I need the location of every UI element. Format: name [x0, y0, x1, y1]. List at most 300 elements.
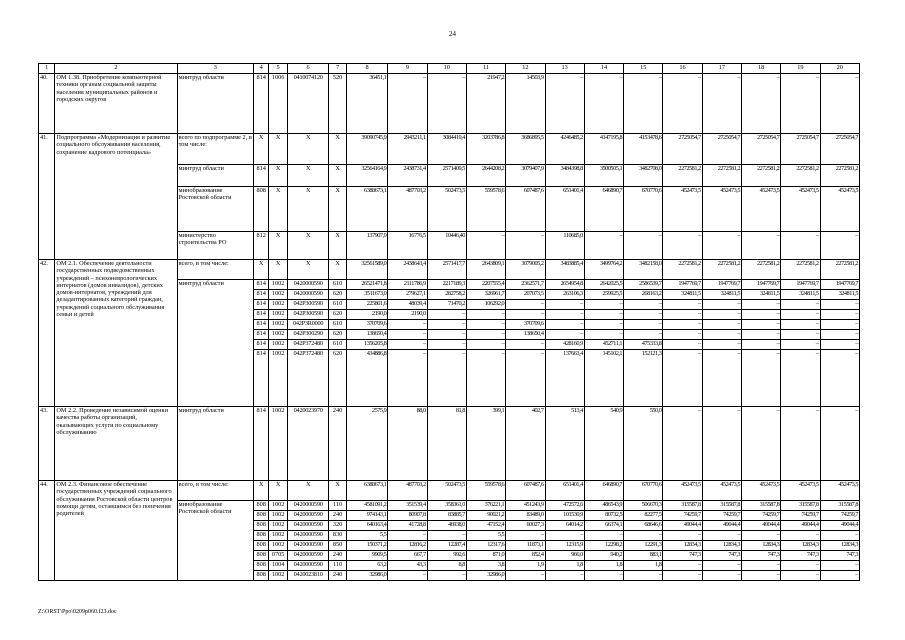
ministry-code: X — [254, 481, 269, 501]
year-value: 452711,1 — [584, 340, 623, 350]
year-value: – — [781, 407, 820, 481]
year-value: – — [427, 350, 466, 407]
target-code: 042P3R0000 — [287, 320, 328, 330]
expense-code: X — [329, 232, 346, 260]
year-value: – — [663, 330, 702, 340]
year-value: – — [545, 310, 584, 320]
year-value: 81,8 — [427, 407, 466, 481]
year-value: 1947769,7 — [663, 280, 702, 290]
year-value: – — [427, 74, 466, 134]
year-value: 101530,9 — [545, 511, 584, 521]
year-value: 2272581,2 — [781, 165, 820, 187]
year-value: 1947769,7 — [781, 280, 820, 290]
year-value: 2217189,3 — [427, 280, 466, 290]
year-value: 452473,5 — [702, 187, 741, 232]
year-value: 487703,2 — [388, 481, 427, 501]
expense-code: X — [329, 165, 346, 187]
ministry-code: 814 — [254, 320, 269, 330]
total-value: 6388673,1 — [346, 481, 387, 501]
ministry-code: 814 — [254, 74, 269, 134]
year-value: 667,7 — [388, 551, 427, 561]
total-value: 63,2 — [346, 561, 387, 571]
year-value: – — [584, 571, 623, 581]
year-value: – — [545, 330, 584, 340]
row-number: 43. — [39, 407, 55, 481]
year-value: 138650,4 — [506, 330, 545, 340]
year-value: 472572,6 — [545, 501, 584, 511]
year-value: – — [545, 74, 584, 134]
ministry-code: 808 — [254, 521, 269, 531]
col-header: 2 — [55, 64, 177, 74]
total-value: 137907,9 — [346, 232, 387, 260]
section-code: 1002 — [269, 531, 288, 541]
year-value: 2586539,7 — [624, 280, 663, 290]
year-value: 106292,0 — [466, 300, 505, 310]
year-value: 4153478,6 — [624, 134, 663, 165]
year-value: – — [427, 571, 466, 581]
year-value: 1,8 — [624, 561, 663, 571]
expense-code: 320 — [329, 521, 346, 531]
section-code: 1002 — [269, 320, 288, 330]
year-value: – — [506, 300, 545, 310]
expense-code: 850 — [329, 541, 346, 551]
ministry-code: X — [254, 134, 269, 165]
year-value: 268163,2 — [624, 290, 663, 300]
year-value: – — [663, 531, 702, 541]
year-value: – — [702, 571, 741, 581]
total-value: 6388673,1 — [346, 187, 387, 232]
year-value: 2438643,4 — [388, 260, 427, 280]
year-value: 21947,2 — [466, 74, 505, 134]
target-code: 0420023970 — [287, 407, 328, 481]
year-value: 487703,2 — [388, 187, 427, 232]
year-value: 3484398,8 — [545, 165, 584, 187]
year-value: 12834,3 — [820, 541, 859, 551]
year-value: 2725054,7 — [741, 134, 780, 165]
year-value: 49044,4 — [663, 521, 702, 531]
target-code: 042P372480 — [287, 350, 328, 407]
total-value: 138650,4 — [346, 330, 387, 340]
expense-code: 240 — [329, 551, 346, 561]
year-value: 502473,5 — [427, 187, 466, 232]
year-value: – — [427, 320, 466, 330]
year-value: – — [388, 350, 427, 407]
year-value: 376221,1 — [466, 501, 505, 511]
year-value: 12315,9 — [545, 541, 584, 551]
year-value: 670770,6 — [624, 481, 663, 501]
year-value: 502473,5 — [427, 481, 466, 501]
year-value: – — [702, 340, 741, 350]
section-code: 1002 — [269, 330, 288, 340]
year-value: – — [820, 561, 859, 571]
section-code: 1002 — [269, 300, 288, 310]
section-code: X — [269, 481, 288, 501]
year-value: – — [466, 330, 505, 340]
year-value: – — [741, 340, 780, 350]
year-value: – — [702, 232, 741, 260]
year-value: – — [663, 74, 702, 134]
year-value: 315587,8 — [741, 501, 780, 511]
year-value: 12834,3 — [781, 541, 820, 551]
year-value: 1,9 — [506, 561, 545, 571]
year-value: – — [466, 310, 505, 320]
year-value: 1,8 — [545, 561, 584, 571]
year-value: – — [781, 74, 820, 134]
year-value: 2272581,2 — [741, 165, 780, 187]
section-code: X — [269, 134, 288, 165]
year-value: – — [702, 310, 741, 320]
year-value: – — [663, 407, 702, 481]
expense-code: X — [329, 134, 346, 165]
year-value: 48039,4 — [388, 300, 427, 310]
executor: министерство строительства РО — [177, 232, 253, 260]
year-value: 402,7 — [506, 407, 545, 481]
year-value: 559578,6 — [466, 481, 505, 501]
year-value: – — [820, 407, 859, 481]
year-value: 646890,7 — [584, 187, 623, 232]
expense-code: 620 — [329, 330, 346, 340]
table-row — [39, 407, 860, 481]
year-value: – — [624, 320, 663, 330]
year-value: 74259,7 — [702, 511, 741, 521]
year-value: 49044,4 — [702, 521, 741, 531]
col-header: 4 — [254, 64, 269, 74]
year-value: 71470,2 — [427, 300, 466, 310]
year-value: 747,3 — [741, 551, 780, 561]
year-value: – — [663, 571, 702, 581]
section-code: X — [269, 232, 288, 260]
year-value: 14503,9 — [506, 74, 545, 134]
year-value: – — [466, 232, 505, 260]
year-value: 47152,4 — [466, 521, 505, 531]
year-value: 263106,3 — [545, 290, 584, 300]
year-value: – — [624, 310, 663, 320]
year-value: 966,0 — [545, 551, 584, 561]
year-value: – — [820, 74, 859, 134]
year-value: 2207555,4 — [466, 280, 505, 290]
section-code: 0705 — [269, 551, 288, 561]
year-value: 940,2 — [584, 551, 623, 561]
year-value: 4147195,8 — [584, 134, 623, 165]
target-code: 0420000590 — [287, 561, 328, 571]
year-value: 428160,9 — [545, 340, 584, 350]
year-value: 74259,7 — [820, 511, 859, 521]
year-value: 12298,2 — [584, 541, 623, 551]
year-value: – — [820, 531, 859, 541]
year-value: 646890,7 — [584, 481, 623, 501]
budget-table — [38, 63, 860, 581]
year-value: 452473,5 — [702, 481, 741, 501]
section-code: 1002 — [269, 310, 288, 320]
year-value: – — [584, 531, 623, 541]
col-header: 12 — [506, 64, 545, 74]
year-value: 12834,3 — [663, 541, 702, 551]
year-value: 358361,0 — [427, 501, 466, 511]
year-value: 559578,6 — [466, 187, 505, 232]
year-value: 1,8 — [584, 561, 623, 571]
expense-code: 110 — [329, 561, 346, 571]
year-value: – — [545, 531, 584, 541]
year-value: 2644208,2 — [466, 165, 505, 187]
year-value: 90021,2 — [466, 511, 505, 521]
year-value: 315587,8 — [781, 501, 820, 511]
year-value: 324811,5 — [702, 290, 741, 300]
year-value: 12816,2 — [388, 541, 427, 551]
year-value: – — [663, 300, 702, 310]
year-value: 66374,1 — [584, 521, 623, 531]
year-value: – — [741, 350, 780, 407]
col-header: 14 — [584, 64, 623, 74]
expense-code: 110 — [329, 501, 346, 511]
ministry-code: 814 — [254, 300, 269, 310]
year-value: 452473,5 — [781, 187, 820, 232]
target-code: X — [287, 481, 328, 501]
year-value: – — [781, 561, 820, 571]
year-value: 324811,5 — [820, 290, 859, 300]
target-code: X — [287, 260, 328, 280]
file-path-footer: Z:\ORST\Ppo\0209p060.f23.doc — [38, 609, 117, 615]
col-header: 17 — [702, 64, 741, 74]
total-value: 2575,9 — [346, 407, 387, 481]
executor: всего по подпрограмме 2, в том числе: — [177, 134, 253, 165]
year-value: 992,6 — [427, 551, 466, 561]
year-value: 60027,3 — [506, 521, 545, 531]
col-header: 19 — [781, 64, 820, 74]
year-value: 351539,4 — [388, 501, 427, 511]
target-code: 0420000590 — [287, 501, 328, 511]
year-value: 3079005,2 — [506, 260, 545, 280]
section-code: 1002 — [269, 350, 288, 407]
year-value: – — [741, 232, 780, 260]
year-value: 1947769,7 — [820, 280, 859, 290]
ministry-code: 814 — [254, 290, 269, 300]
year-value: 452473,5 — [663, 187, 702, 232]
year-value: 3482158,0 — [624, 260, 663, 280]
total-value: 36451,1 — [346, 74, 387, 134]
year-value: 11873,1 — [506, 541, 545, 551]
year-value: 2642025,5 — [584, 280, 623, 290]
ministry-code: 812 — [254, 232, 269, 260]
total-value: 39090745,9 — [346, 134, 387, 165]
table-row — [39, 260, 860, 280]
year-value: – — [663, 232, 702, 260]
year-value: 88,0 — [388, 407, 427, 481]
year-value: 10446,40 — [427, 232, 466, 260]
executor: минтруд области — [177, 407, 253, 481]
year-value: 2272581,2 — [663, 260, 702, 280]
year-value: – — [741, 330, 780, 340]
section-code: 1006 — [269, 74, 288, 134]
year-value: – — [781, 340, 820, 350]
year-value: – — [624, 330, 663, 340]
year-value: – — [427, 531, 466, 541]
year-value: – — [663, 310, 702, 320]
ministry-code: 814 — [254, 165, 269, 187]
year-value: – — [781, 310, 820, 320]
year-value: 12834,3 — [741, 541, 780, 551]
year-value: 3,8 — [466, 561, 505, 571]
year-value: 152121,3 — [624, 350, 663, 407]
executor: минтруд области — [177, 74, 253, 134]
target-code: 042P300590 — [287, 300, 328, 310]
year-value: 370709,6 — [506, 320, 545, 330]
year-value: 2272581,2 — [663, 165, 702, 187]
year-value: – — [584, 330, 623, 340]
year-value: – — [506, 340, 545, 350]
year-value: 3482708,0 — [624, 165, 663, 187]
section-code: 1002 — [269, 407, 288, 481]
ministry-code: 808 — [254, 187, 269, 232]
executor: всего, в том числе: — [177, 260, 253, 280]
year-value: 74259,7 — [663, 511, 702, 521]
ministry-code: 814 — [254, 310, 269, 320]
year-value: – — [702, 531, 741, 541]
year-value: – — [741, 561, 780, 571]
year-value: 486543,9 — [584, 501, 623, 511]
target-code: 0410074120 — [287, 74, 328, 134]
year-value: 3499764,2 — [584, 260, 623, 280]
year-value: 49044,4 — [820, 521, 859, 531]
expense-code: 240 — [329, 571, 346, 581]
measure-name: ОМ 2.2. Проведение независимой оценки качества работы организаций, оказывающих услуги по социальному обслуживанию — [55, 407, 177, 481]
table-row — [39, 74, 860, 134]
col-header: 6 — [287, 64, 328, 74]
row-number: 42. — [39, 260, 55, 407]
year-value: 145102,1 — [584, 350, 623, 407]
year-value: – — [702, 350, 741, 407]
year-value: 41728,8 — [388, 521, 427, 531]
ministry-code: 814 — [254, 330, 269, 340]
header-row — [39, 64, 860, 74]
col-header: 8 — [346, 64, 387, 74]
year-value: – — [820, 350, 859, 407]
year-value: 82277,5 — [624, 511, 663, 521]
expense-code: 520 — [329, 74, 346, 134]
target-code: 042P300590 — [287, 310, 328, 320]
section-code: 1002 — [269, 340, 288, 350]
year-value: 3203786,8 — [466, 134, 505, 165]
year-value: 12291,3 — [624, 541, 663, 551]
total-value: 3511673,0 — [346, 290, 387, 300]
year-value: 259925,5 — [584, 290, 623, 300]
table-row — [39, 134, 860, 165]
year-value: 16776,5 — [388, 232, 427, 260]
ministry-code: 808 — [254, 511, 269, 521]
year-value: – — [466, 350, 505, 407]
ministry-code: 808 — [254, 501, 269, 511]
year-value: 279627,1 — [388, 290, 427, 300]
year-value: – — [820, 232, 859, 260]
section-code: 1002 — [269, 280, 288, 290]
year-value: 2725054,7 — [702, 134, 741, 165]
ministry-code: 808 — [254, 531, 269, 541]
target-code: 0420000590 — [287, 290, 328, 300]
year-value: 12317,6 — [466, 541, 505, 551]
year-value: – — [702, 561, 741, 571]
section-code: X — [269, 187, 288, 232]
year-value: – — [466, 340, 505, 350]
expense-code: 620 — [329, 310, 346, 320]
year-value: 2725054,7 — [781, 134, 820, 165]
year-value: 852,4 — [506, 551, 545, 561]
expense-code: X — [329, 481, 346, 501]
executor: минтруд области — [177, 165, 253, 187]
year-value: – — [702, 320, 741, 330]
target-code: X — [287, 134, 328, 165]
year-value: 326961,7 — [466, 290, 505, 300]
total-value: 434886,8 — [346, 350, 387, 407]
year-value: – — [624, 531, 663, 541]
year-value: – — [741, 320, 780, 330]
year-value: – — [741, 310, 780, 320]
year-value: 5,5 — [466, 531, 505, 541]
year-value: 475333,8 — [624, 340, 663, 350]
total-value: 9909,5 — [346, 551, 387, 561]
col-header: 16 — [663, 64, 702, 74]
year-value: – — [584, 320, 623, 330]
col-header: 13 — [545, 64, 584, 74]
target-code: X — [287, 232, 328, 260]
total-value: 640163,4 — [346, 521, 387, 531]
year-value: 452473,5 — [781, 481, 820, 501]
year-value: 451243,9 — [506, 501, 545, 511]
year-value: 1947769,7 — [741, 280, 780, 290]
year-value: – — [781, 300, 820, 310]
target-code: 0420000590 — [287, 521, 328, 531]
year-value: – — [741, 300, 780, 310]
year-value: – — [506, 310, 545, 320]
year-value: – — [820, 330, 859, 340]
section-code: 1002 — [269, 290, 288, 300]
target-code: 0420023810 — [287, 571, 328, 581]
year-value: – — [584, 74, 623, 134]
total-value: 150371,2 — [346, 541, 387, 551]
section-code: X — [269, 260, 288, 280]
target-code: 0420000590 — [287, 280, 328, 290]
year-value: 64014,2 — [545, 521, 584, 531]
year-value: 1947769,7 — [702, 280, 741, 290]
year-value: 2571409,5 — [427, 165, 466, 187]
expense-code: 240 — [329, 511, 346, 521]
target-code: 0420000590 — [287, 541, 328, 551]
year-value: 80907,8 — [388, 511, 427, 521]
year-value: – — [820, 310, 859, 320]
col-header: 15 — [624, 64, 663, 74]
year-value: 399,1 — [466, 407, 505, 481]
section-code: 1002 — [269, 511, 288, 521]
year-value: – — [663, 350, 702, 407]
year-value: 747,3 — [781, 551, 820, 561]
expense-code: 610 — [329, 320, 346, 330]
col-header: 1 — [39, 64, 55, 74]
year-value: 80732,5 — [584, 511, 623, 521]
ministry-code: 808 — [254, 571, 269, 581]
year-value: 137663,4 — [545, 350, 584, 407]
year-value: – — [506, 531, 545, 541]
year-value: – — [388, 531, 427, 541]
year-value: – — [624, 571, 663, 581]
year-value: – — [781, 232, 820, 260]
total-value: 225801,6 — [346, 300, 387, 310]
year-value: – — [506, 571, 545, 581]
total-value: 32561589,0 — [346, 260, 387, 280]
year-value: 452473,5 — [820, 481, 859, 501]
year-value: – — [820, 300, 859, 310]
year-value: – — [545, 300, 584, 310]
year-value: 2438731,4 — [388, 165, 427, 187]
year-value: 315587,8 — [663, 501, 702, 511]
year-value: 2272581,2 — [781, 260, 820, 280]
